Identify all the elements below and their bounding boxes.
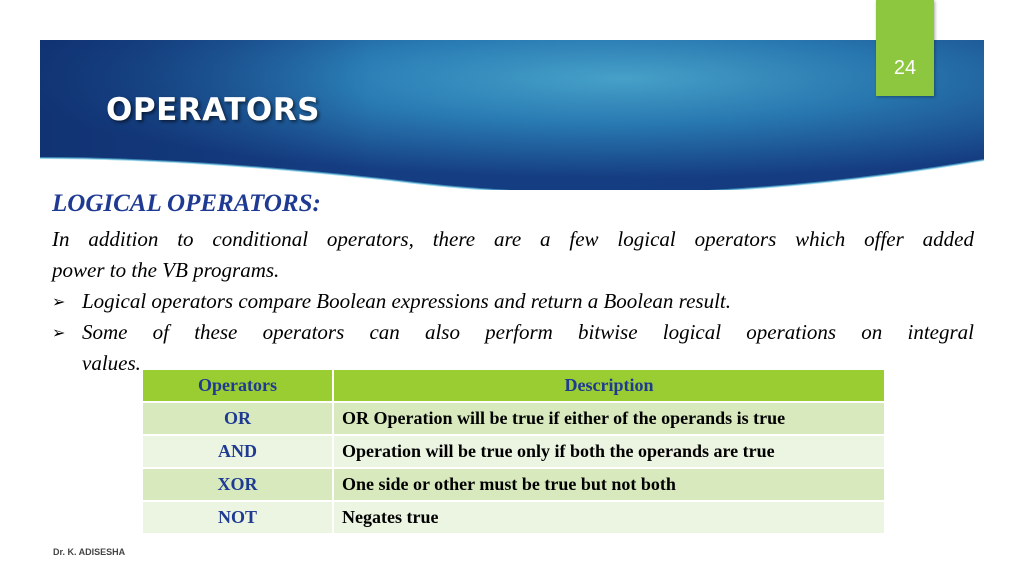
section-heading: LOGICAL OPERATORS: — [52, 190, 321, 217]
list-item — [52, 286, 974, 317]
arrow-bullet-icon: ➢ — [52, 323, 66, 342]
bullet-list — [52, 286, 974, 379]
column-header-operators: Operators — [142, 369, 333, 402]
operator-cell: OR — [142, 402, 333, 435]
column-header-description: Description — [333, 369, 885, 402]
description-cell: Operation will be true only if both the operands are true — [333, 435, 885, 468]
description-cell: Negates true — [333, 501, 885, 534]
footer-author: Dr. K. ADISESHA — [53, 547, 126, 557]
intro-paragraph — [52, 224, 974, 286]
intro-line-2: power to the VB programs. — [52, 258, 280, 282]
arrow-bullet-icon: ➢ — [52, 292, 66, 311]
bullet-text-continued: values. — [82, 351, 141, 375]
table-row — [142, 501, 885, 534]
bullet-text: Logical operators compare Boolean expressions and return a Boolean result. — [82, 289, 731, 313]
operator-cell: NOT — [142, 501, 333, 534]
page-number: 24 — [893, 57, 917, 79]
table-row — [142, 402, 885, 435]
operators-table — [141, 368, 886, 535]
table-row — [142, 435, 885, 468]
description-cell: OR Operation will be true if either of the operands is true — [333, 402, 885, 435]
page-number-badge — [876, 0, 934, 96]
table-row — [142, 468, 885, 501]
bullet-text: Some of these operators can also perform bitwise logical operations on integral — [82, 320, 974, 344]
description-cell: One side or other must be true but not both — [333, 468, 885, 501]
intro-line-1: In addition to conditional operators, there are a few logical operators which offer added — [52, 227, 974, 251]
operator-cell: XOR — [142, 468, 333, 501]
operator-cell: AND — [142, 435, 333, 468]
slide-title: OPERATORS — [106, 92, 320, 128]
table-header-row — [142, 369, 885, 402]
